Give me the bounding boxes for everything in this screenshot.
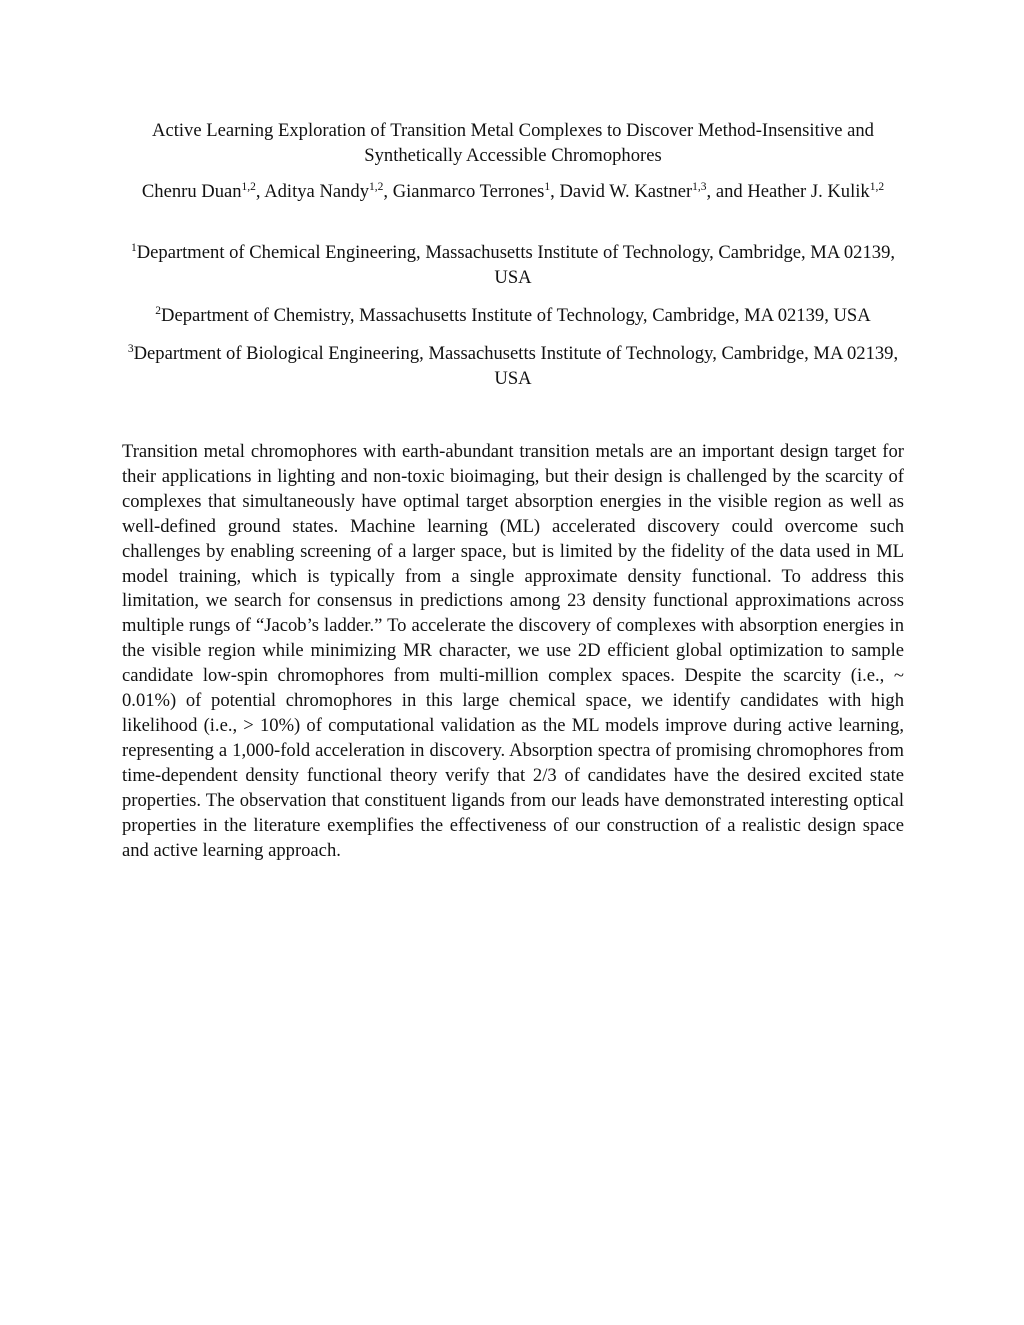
author-name: Heather J. Kulik xyxy=(747,181,870,202)
author-name: Aditya Nandy xyxy=(264,181,370,202)
author xyxy=(142,181,264,202)
author-name: Gianmarco Terrones xyxy=(392,181,545,202)
author-separator: , xyxy=(550,181,560,202)
author-list xyxy=(122,179,904,204)
author-affiliation-marker: 1,2 xyxy=(241,181,256,193)
author xyxy=(393,181,560,202)
author-affiliation-marker: 1 xyxy=(544,181,551,193)
abstract: Transition metal chromophores with earth-abundant transition metals are an important design target for their applications in lighting and non-toxic bioimaging, but their design is challenged by the scarcity of complexes that simultaneously have optimal target absorption energies in the visible region as well as well-defined ground states. Machine learning (ML) accelerated discovery could overcome such challenges by enabling screening of a larger space, but is limited by the fidelity of the data used in ML model training, which is typically from a single approximate density functional. To address this limitation, we search for consensus in predictions among 23 density functional approximations across multiple rungs of “Jacob’s ladder.” To accelerate the discovery of complexes with absorption energies in the visible region while minimizing MR character, we use 2D efficient global optimization to sample candidate low-spin chromophores from multi-million complex spaces. Despite the scarcity (i.e., ~ 0.01%) of potential chromophores in this large chemical space, we identify candidates with high likelihood (i.e., > 10%) of computational validation as the ML models improve during active learning, representing a 1,000-fold acceleration in discovery. Absorption spectra of promising chromophores from time-dependent density functional theory verify that 2/3 of candidates have the desired excited state properties. The observation that constituent ligands from our leads have demonstrated interesting optical properties in the literature exemplifies the effectiveness of our construction of a realistic design space and active learning approach. xyxy=(122,441,904,861)
affiliation-number: 3 xyxy=(127,343,134,355)
affiliation-text: Department of Chemical Engineering, Massachusetts Institute of Technology, Cambridge, MA 02139, USA xyxy=(136,242,896,288)
author-name: Chenru Duan xyxy=(141,181,242,202)
author-affiliation-marker: 1,2 xyxy=(369,181,384,193)
author xyxy=(747,181,884,202)
author-separator: , xyxy=(383,181,393,202)
author-name: David W. Kastner xyxy=(559,181,693,202)
affiliation-number: 2 xyxy=(155,305,162,317)
affiliation-number: 1 xyxy=(130,242,137,254)
affiliation xyxy=(122,240,904,290)
affiliation xyxy=(122,341,904,391)
author-affiliation-marker: 1,3 xyxy=(692,181,707,193)
author-separator: , and xyxy=(706,181,748,202)
author xyxy=(559,181,747,202)
author xyxy=(264,181,393,202)
affiliation-text: Department of Biological Engineering, Massachusetts Institute of Technology, Cambridge, MA 02139, USA xyxy=(133,343,899,389)
author-affiliation-marker: 1,2 xyxy=(869,181,885,193)
author-separator: , xyxy=(255,181,265,202)
affiliation xyxy=(122,303,904,328)
paper-title: Active Learning Exploration of Transition Metal Complexes to Discover Method-Insensitive and Synthetically Accessible Chromophores xyxy=(152,120,874,166)
affiliation-text: Department of Chemistry, Massachusetts Institute of Technology, Cambridge, MA 02139, USA xyxy=(161,305,871,326)
paper-page xyxy=(122,118,904,863)
affiliation-list xyxy=(122,240,904,391)
